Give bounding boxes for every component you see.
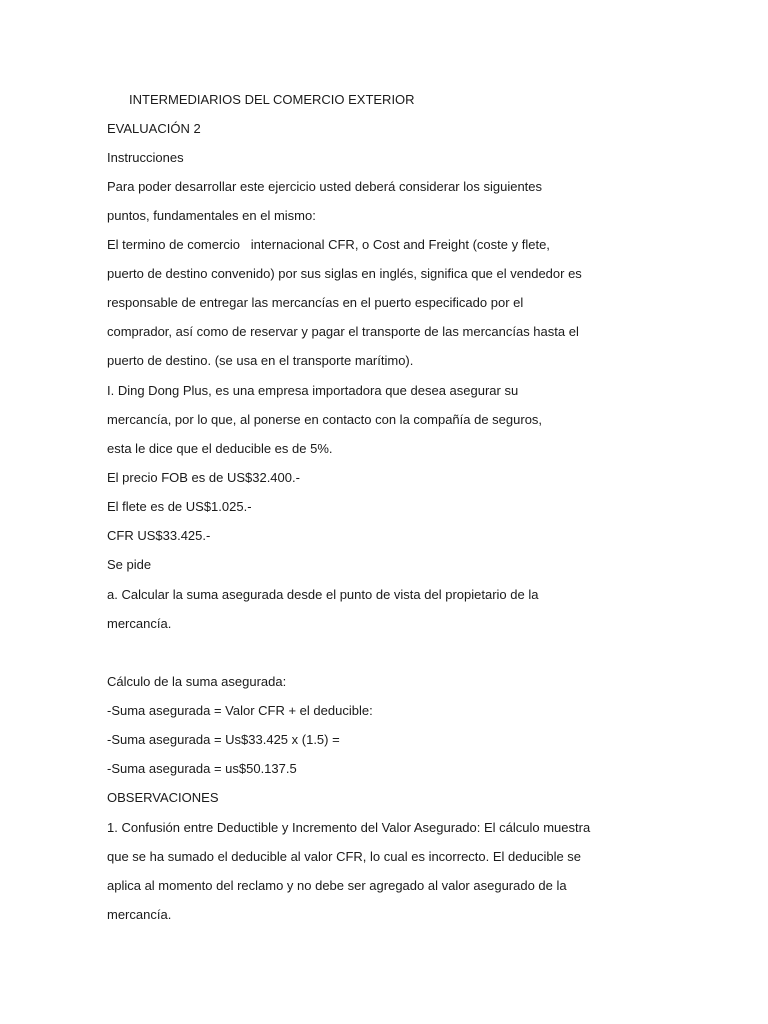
text-line: responsable de entregar las mercancías en el puerto especificado por el: [107, 295, 524, 310]
freight-line: El flete es de US$1.025.-: [107, 499, 252, 514]
text-line: mercancía, por lo que, al ponerse en contacto con la compañía de seguros,: [107, 412, 543, 427]
text-line: El termino de comercio internacional CFR, o Cost and Freight (coste y flete,: [107, 237, 550, 252]
observations-heading: OBSERVACIONES: [107, 790, 219, 805]
observation-line: 1. Confusión entre Deductible y Incremento del Valor Asegurado: El cálculo muestra: [107, 820, 591, 835]
observation-line: que se ha sumado el deducible al valor CFR, lo cual es incorrecto. El deducible se: [107, 849, 582, 864]
se-pide-heading: Se pide: [107, 557, 152, 572]
question-a-line: a. Calcular la suma asegurada desde el punto de vista del propietario de la: [107, 587, 539, 602]
text-line: puntos, fundamentales en el mismo:: [107, 208, 316, 223]
document-title: INTERMEDIARIOS DEL COMERCIO EXTERIOR: [129, 92, 415, 107]
observation-line: aplica al momento del reclamo y no debe ser agregado al valor asegurado de la: [107, 878, 567, 893]
calculation-line: -Suma asegurada = Valor CFR + el deducible:: [107, 703, 373, 718]
text-line: esta le dice que el deducible es de 5%.: [107, 441, 333, 456]
text-line: comprador, así como de reservar y pagar el transporte de las mercancías hasta el: [107, 324, 579, 339]
calculation-result: -Suma asegurada = us$50.137.5: [107, 761, 297, 776]
text-line: I. Ding Dong Plus, es una empresa importadora que desea asegurar su: [107, 383, 519, 398]
calculation-line: -Suma asegurada = Us$33.425 x (1.5) =: [107, 732, 340, 747]
calculation-heading: Cálculo de la suma asegurada:: [107, 674, 287, 689]
observation-line: mercancía.: [107, 907, 172, 922]
fob-price-line: El precio FOB es de US$32.400.-: [107, 470, 300, 485]
evaluation-heading: EVALUACIÓN 2: [107, 121, 201, 136]
text-line: puerto de destino. (se usa en el transporte marítimo).: [107, 353, 414, 368]
question-a-line: mercancía.: [107, 616, 172, 631]
text-line: puerto de destino convenido) por sus siglas en inglés, significa que el vendedor es: [107, 266, 582, 281]
cfr-line: CFR US$33.425.-: [107, 528, 211, 543]
text-line: Para poder desarrollar este ejercicio usted deberá considerar los siguientes: [107, 179, 543, 194]
instructions-heading: Instrucciones: [107, 150, 184, 165]
